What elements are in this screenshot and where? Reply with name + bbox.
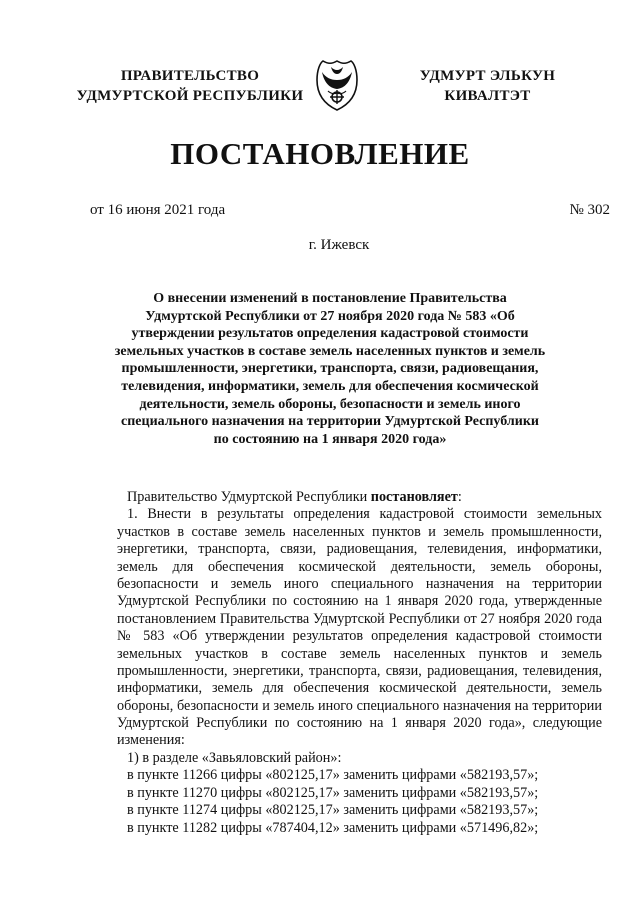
subject-line: О внесении изменений в постановление Правительства [153,291,507,306]
subject-line: по состоянию на 1 января 2020 года» [213,431,447,447]
paragraph-line: промышленности, энергетики, транспорта, связи, радиовещания, телевидения, [117,662,602,679]
subject-line: телевидения, информатики, земель для обеспечения космической [121,378,539,394]
paragraph-line: земельных участков в составе земель населенных пунктов и земель [117,645,602,662]
preamble-text: Правительство Удмуртской Республики [127,489,371,505]
preamble-verb: постановляет [370,489,458,505]
paragraph-line: информатики, земель для обеспечения космической деятельности, земель [117,680,602,697]
document-city: г. Ижевск [308,237,370,253]
document-date: от 16 июня 2021 года [90,202,226,218]
paragraph-line: безопасности и земель иного специального назначения на территории [117,575,602,592]
paragraph-line: земель для обеспечения космической деятельности, земель обороны, [117,558,602,575]
list-item: 1) в разделе «Завьяловский район»: [127,749,342,766]
issuer-name-udmurt [400,66,575,106]
preamble [117,489,602,506]
document-subject [110,290,550,448]
document-title: ПОСТАНОВЛЕНИЕ [170,136,470,171]
list-item: в пункте 11266 цифры «802125,17» заменить цифрами «582193,57»; [127,767,539,784]
issuer-line: КИВАЛТЭТ [444,88,531,104]
paragraph-line: изменения: [117,732,185,749]
list-item: в пункте 11282 цифры «787404,12» заменить цифрами «571496,82»; [127,819,539,836]
paragraph-line: Удмуртской Республики по состоянию на 1 января 2020 года, утвержденные [117,593,602,610]
subject-line: деятельности, земель обороны, безопасности и земель иного [139,396,521,412]
subject-line: утверждении результатов определения кадастровой стоимости [131,326,529,342]
subject-line: земельных участков в составе земель населенных пунктов и земель [114,343,546,359]
paragraph-line: 1. Внести в результаты определения кадастровой стоимости земельных [127,506,602,523]
document-header [0,66,640,126]
udmurt-emblem-icon [314,58,360,112]
list-item: в пункте 11274 цифры «802125,17» заменить цифрами «582193,57»; [127,802,539,819]
subject-line: Удмуртской Республики от 27 ноября 2020 года № 583 «Об [145,308,515,324]
list-item: в пункте 11270 цифры «802125,17» заменить цифрами «582193,57»; [127,784,539,801]
issuer-name-russian [70,66,310,106]
paragraph-line: обороны, безопасности и земель иного специального назначения на территории [117,697,602,714]
paragraph-line: Удмуртской Республики по состоянию на 1 января 2020 года», следующие [117,715,602,732]
issuer-line: ПРАВИТЕЛЬСТВО [120,68,260,84]
change-list [117,750,602,837]
paragraph-line: энергетики, транспорта, связи, радиовещания, телевидения, информатики, [117,541,602,558]
issuer-line: УДМУРТ ЭЛЬКУН [419,68,556,84]
preamble-tail: : [457,489,462,505]
document-body [117,489,602,837]
paragraph-line: участков в составе земель населенных пунктов и земель промышленности, [117,523,602,540]
subject-line: специального назначения на территории Удмуртской Республики [121,414,539,430]
paragraph-line: № 583 «Об утверждении результатов определения кадастровой стоимости [117,628,602,645]
subject-line: промышленности, энергетики, транспорта, связи, радиовещания, [121,361,539,377]
issuer-line: УДМУРТСКОЙ РЕСПУБЛИКИ [76,88,304,104]
document-number: № 302 [569,202,610,218]
paragraph-line: постановлением Правительства Удмуртской Республики от 27 ноября 2020 года [117,610,602,627]
paragraph-1 [117,506,602,749]
